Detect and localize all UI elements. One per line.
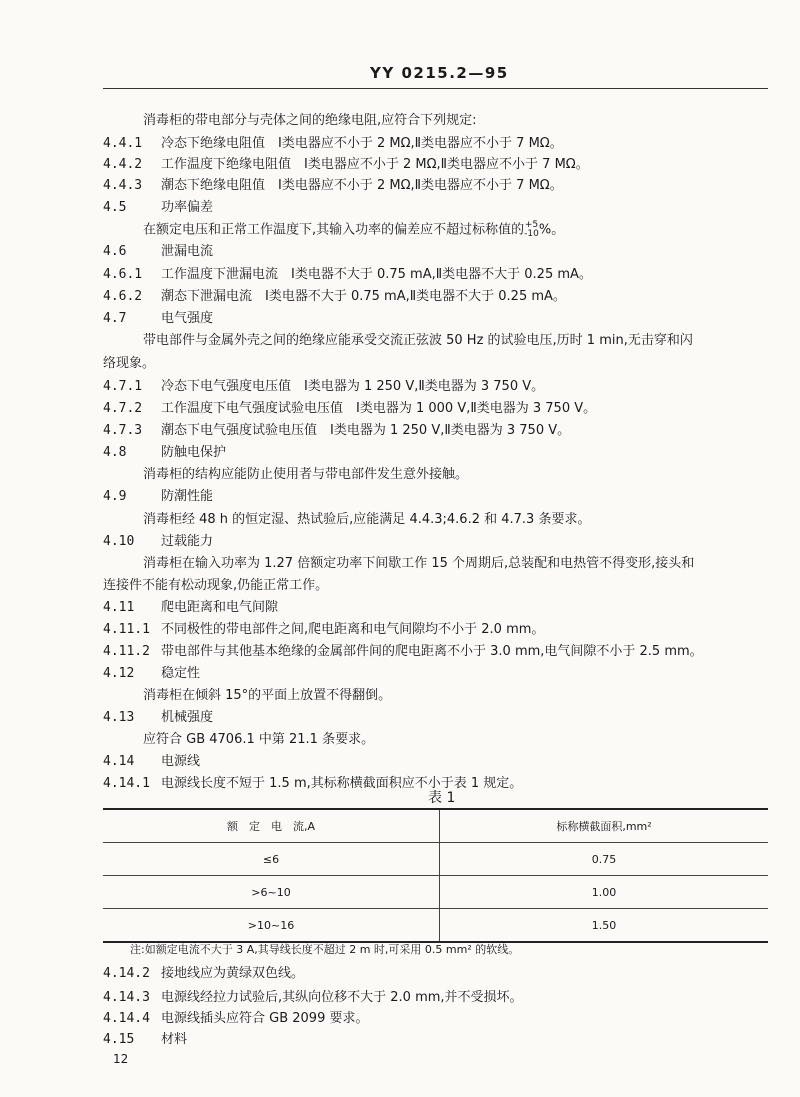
clause-text: 电源线长度不短于 1.5 m,其标称横截面积应不小于表 1 规定。 [161,776,523,791]
clause-text: 不同极性的带电部件之间,爬电距离和电气间隙均不小于 2.0 mm。 [161,622,545,637]
body-line [143,466,468,484]
body-line [143,511,590,529]
clause-number: 4.4.3 [103,178,143,193]
clause-line [103,177,563,195]
clause-text: 稳定性 [161,666,201,681]
clause-text: 防潮性能 [161,489,214,504]
clause-line [103,378,544,396]
clause-number: 4.4.2 [103,157,143,172]
clause-text: 电源线经拉力试验后,其纵向位移不大于 2.0 mm,并不受损坏。 [161,990,523,1005]
page-number: 12 [113,1052,129,1066]
clause-line [103,288,566,306]
clause-line [103,1010,368,1028]
clause-text: 冷态下绝缘电阻值 Ⅰ类电器应不小于 2 MΩ,Ⅱ类电器应不小于 7 MΩ。 [161,136,563,151]
clause-text: 功率偏差 [161,200,214,215]
body-line [143,731,374,749]
clause-line [103,621,544,639]
clause-number: 4.14.2 [103,966,150,981]
clause-text: 过载能力 [161,534,214,549]
clause-line [103,709,213,727]
clause-number: 4.13 [103,710,135,725]
clause-text: 工作温度下泄漏电流 Ⅰ类电器不大于 0.75 mA,Ⅱ类电器不大于 0.25 mA。 [161,267,592,282]
clause-number: 4.8 [103,445,127,460]
clause-line [103,965,304,983]
clause-number: 4.7.1 [103,379,143,394]
table-row [103,843,768,876]
clause-text: 消毒柜在倾斜 15°的平面上放置不得翻倒。 [143,688,392,703]
body-line [143,687,391,705]
clause-text: 带电部件与其他基本绝缘的金属部件间的爬电距离不小于 3.0 mm,电气间隙不小于 2.5 mm。 [161,644,703,659]
clause-number: 4.7.3 [103,423,143,438]
clause-line [103,488,213,506]
clause-line [103,422,570,440]
body-line [143,555,694,573]
power-deviation-suffix: %。 [538,222,565,238]
standard-code-header: YY 0215.2—95 [370,64,509,82]
clause-number: 4.6.1 [103,267,143,282]
table-header-row [103,809,768,843]
clause-line [103,444,226,462]
clause-text: 潮态下电气强度试验电压值 Ⅰ类电器为 1 250 V,Ⅱ类电器为 3 750 V。 [161,423,571,438]
clause-text: 工作温度下电气强度试验电压值 Ⅰ类电器为 1 000 V,Ⅱ类电器为 3 750 V。 [161,401,597,416]
body-line [143,332,693,350]
clause-line [103,310,213,328]
clause-number: 4.14.1 [103,776,150,791]
clause-text: 机械强度 [161,710,214,725]
clause-line [103,665,200,683]
clause-text: 工作温度下绝缘电阻值 Ⅰ类电器应不小于 2 MΩ,Ⅱ类电器应不小于 7 MΩ。 [161,157,589,172]
power-deviation-fraction: +5 -10 [524,220,539,239]
clause-line [103,156,589,174]
clause-text: 接地线应为黄绿双色线。 [161,966,305,981]
table-cell: >6~10 [103,876,440,909]
clause-number: 4.11.1 [103,622,150,637]
table-title: 表 1 [428,790,456,806]
clause-line [103,400,596,418]
table-cell: 0.75 [440,843,769,876]
clause-text: 防触电保护 [161,445,227,460]
clause-number: 4.11 [103,600,135,615]
clause-text: 消毒柜经 48 h 的恒定湿、热试验后,应能满足 4.4.3;4.6.2 和 4.7.3 条要求。 [143,512,591,527]
clause-line [103,135,563,153]
clause-number: 4.4.1 [103,136,143,151]
clause-line [103,643,703,661]
clause-number: 4.14 [103,754,135,769]
table-row [103,909,768,943]
clause-text: 材料 [161,1032,188,1047]
clause-number: 4.14.4 [103,1011,150,1026]
clause-line [103,599,278,617]
clause-line [103,243,213,261]
clause-text: 消毒柜的带电部分与壳体之间的绝缘电阻,应符合下列规定: [143,113,477,128]
table-header-area: 标称横截面积,mm² [440,809,769,843]
body-line [143,112,477,130]
clause-number: 4.12 [103,666,135,681]
clause-line [103,199,213,217]
clause-line [103,753,200,771]
body-line [103,355,155,373]
clause-number: 4.11.2 [103,644,150,659]
clause-text: 络现象。 [103,356,156,371]
clause-line [103,533,213,551]
clause-number: 4.10 [103,534,135,549]
clause-number: 4.5 [103,200,127,215]
clause-text: 电源线插头应符合 GB 2099 要求。 [161,1011,369,1026]
clause-text: 爬电距离和电气间隙 [161,600,279,615]
clause-number: 4.6.2 [103,289,143,304]
clause-text: 消毒柜的结构应能防止使用者与带电部件发生意外接触。 [143,467,469,482]
clause-number: 4.15 [103,1032,135,1047]
clause-line [103,989,523,1007]
clause-text: 潮态下泄漏电流 Ⅰ类电器不大于 0.75 mA,Ⅱ类电器不大于 0.25 mA。 [161,289,566,304]
clause-text: 冷态下电气强度电压值 Ⅰ类电器为 1 250 V,Ⅱ类电器为 3 750 V。 [161,379,545,394]
clause-number: 4.7.2 [103,401,143,416]
clause-number: 4.7 [103,311,127,326]
clause-number: 4.14.3 [103,990,150,1005]
clause-text: 连接件不能有松动现象,仍能正常工作。 [103,578,329,593]
clause-line [103,266,592,284]
table-header-current: 额 定 电 流,A [103,809,440,843]
body-line [103,577,328,595]
clause-text: 电气强度 [161,311,214,326]
clause-text: 泄漏电流 [161,244,214,259]
table-row [103,876,768,909]
clause-text: 在额定电压和正常工作温度下,其输入功率的偏差应不超过标称值的 [143,222,525,238]
clause-text: 消毒柜在输入功率为 1.27 倍额定功率下间歇工作 15 个周期后,总装配和电热管不得变形,接头和 [143,556,695,571]
clause-line [103,775,522,793]
clause-number: 4.9 [103,489,127,504]
clause-number: 4.6 [103,244,127,259]
table-note: 注:如额定电流不大于 3 A,其导线长度不超过 2 m 时,可采用 0.5 mm² 的软线。 [130,943,520,956]
header-rule [103,88,768,89]
clause-text: 应符合 GB 4706.1 中第 21.1 条要求。 [143,732,375,747]
table-cell: 1.00 [440,876,769,909]
table-cell: 1.50 [440,909,769,943]
body-line [143,221,564,240]
clause-text: 电源线 [161,754,201,769]
clause-text: 带电部件与金属外壳之间的绝缘应能承受交流正弦波 50 Hz 的试验电压,历时 1 min,无击穿和闪 [143,333,693,348]
clause-text: 潮态下绝缘电阻值 Ⅰ类电器应不小于 2 MΩ,Ⅱ类电器应不小于 7 MΩ。 [161,178,563,193]
clause-line [103,1031,187,1049]
table-cell: >10~16 [103,909,440,943]
table-cell: ≤6 [103,843,440,876]
cable-section-table [103,808,768,943]
